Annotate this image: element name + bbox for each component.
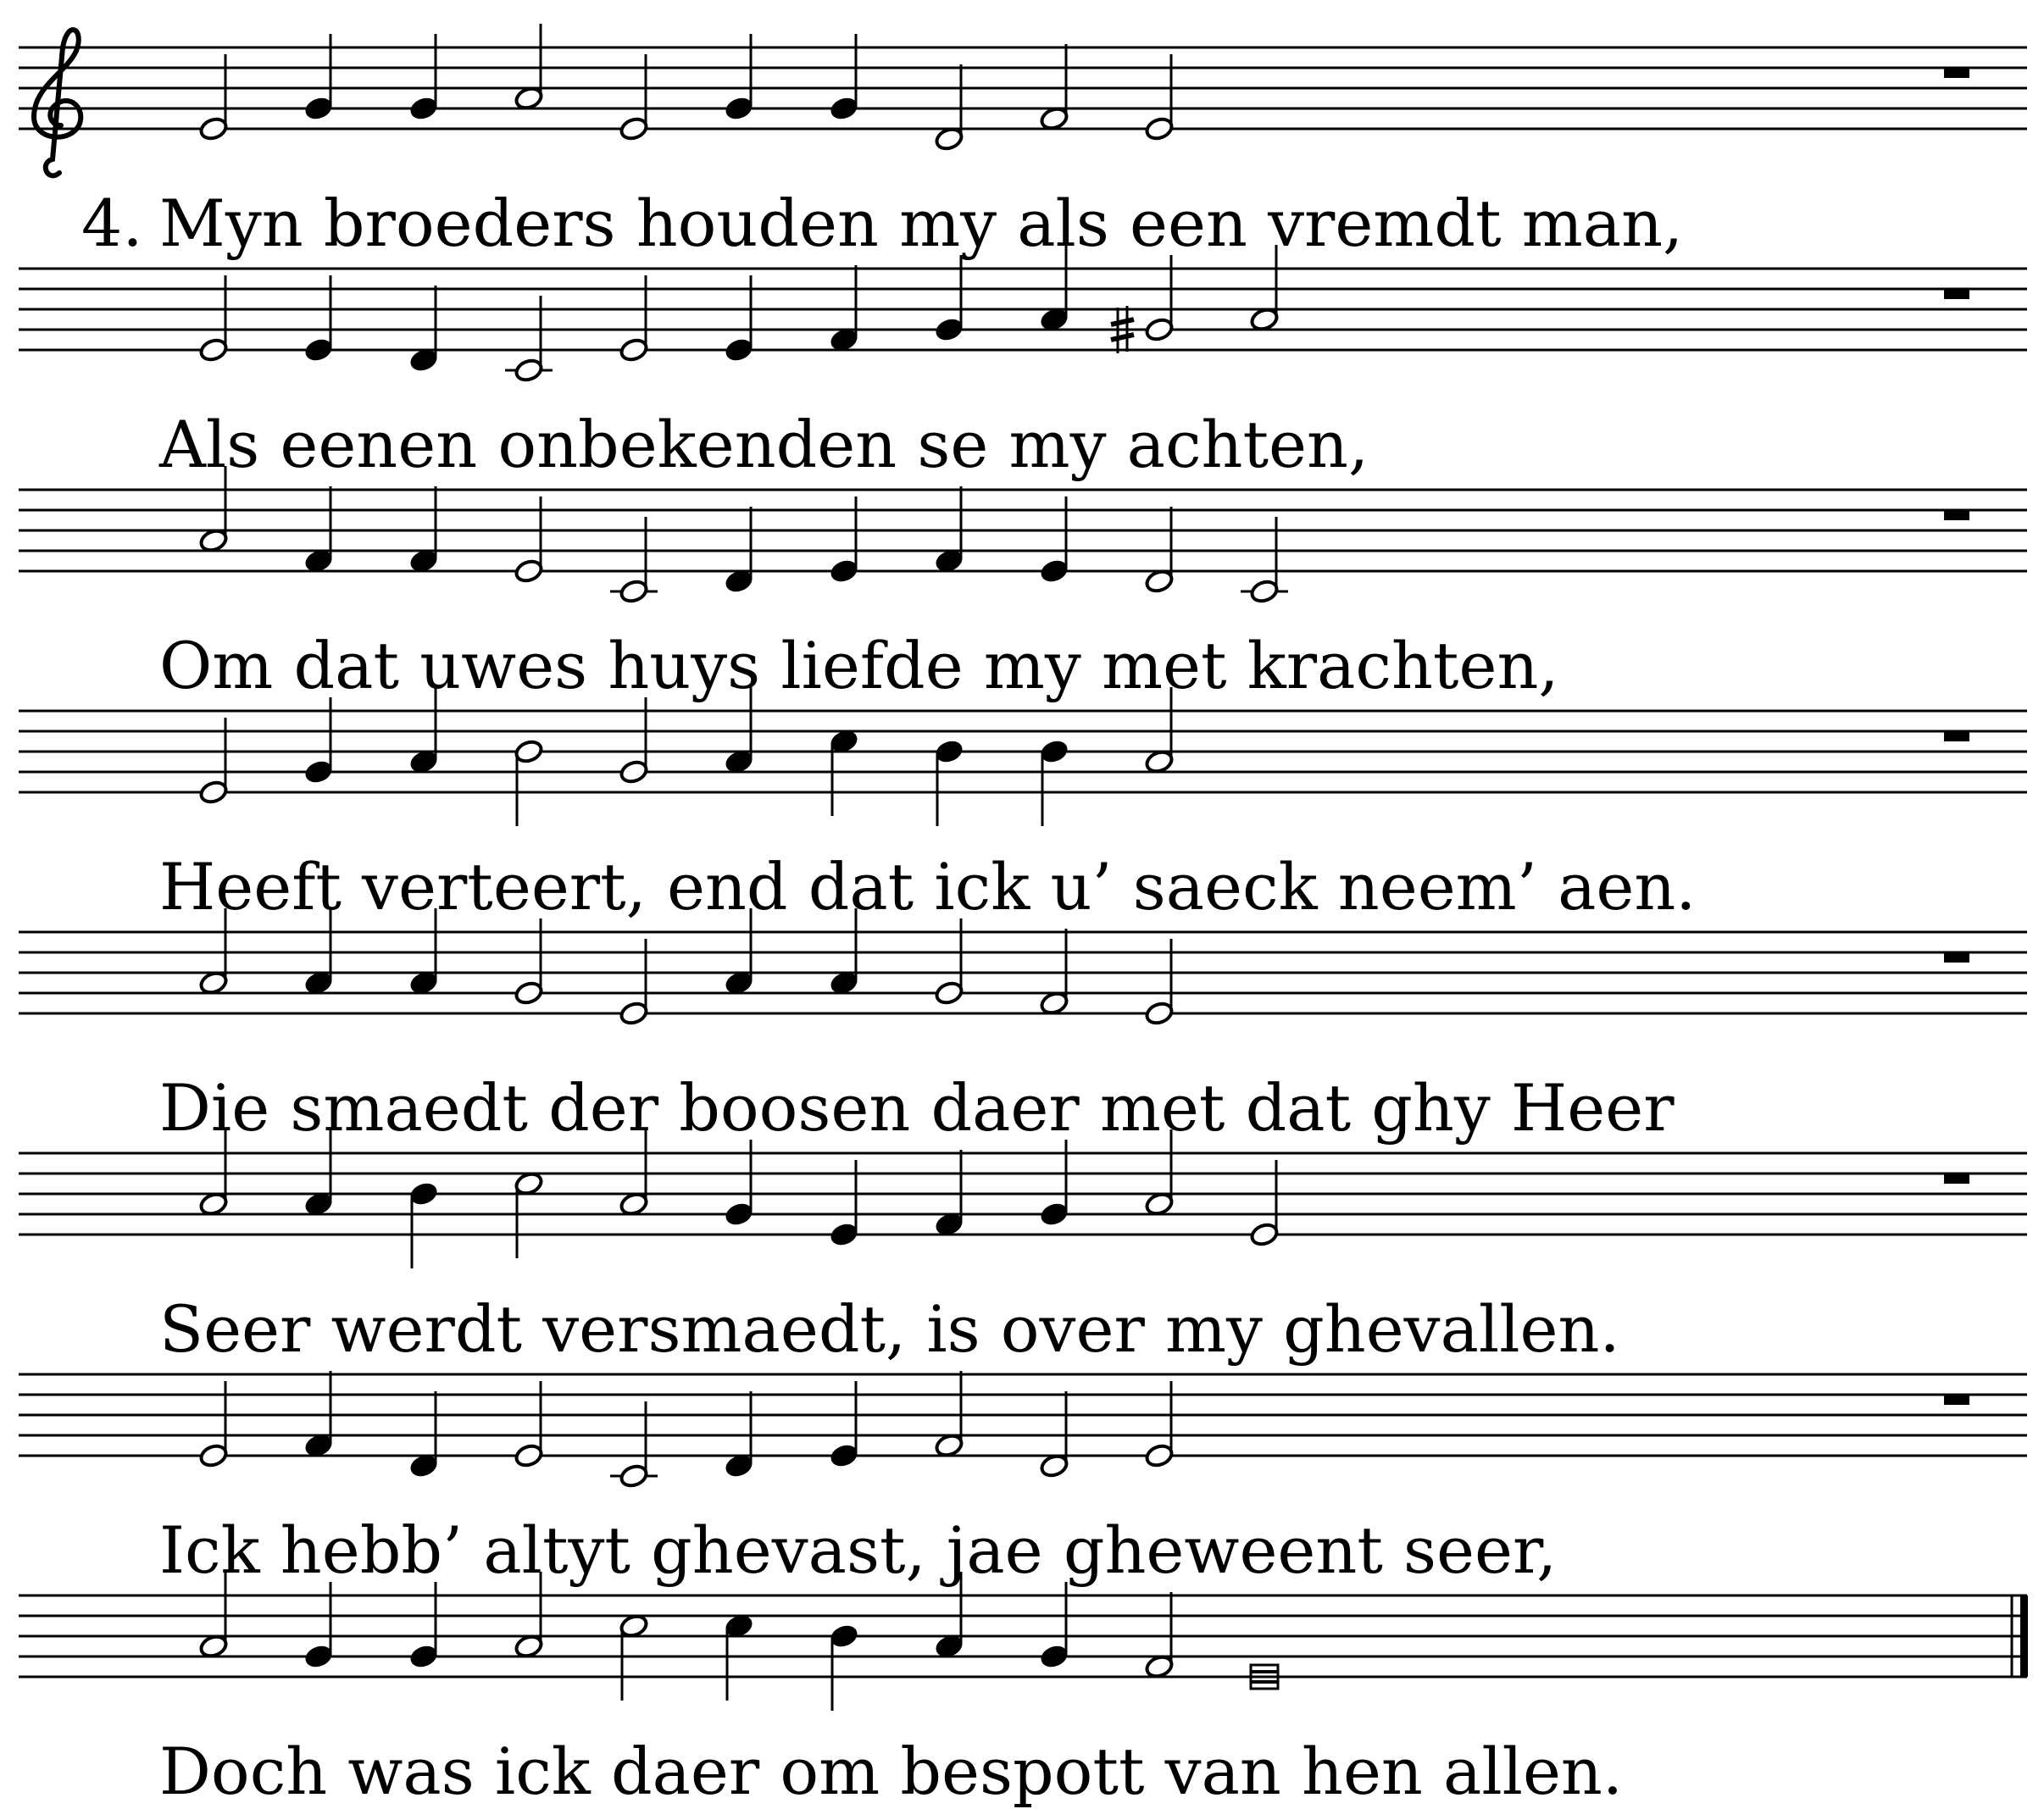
quarter-note	[408, 1181, 439, 1207]
lyric-line: Als eenen onbekenden se my achten,	[159, 407, 1369, 482]
half-note	[514, 558, 544, 585]
quarter-note	[303, 337, 334, 363]
quarter-note	[408, 1644, 439, 1670]
half-note	[198, 1443, 229, 1469]
quarter-note	[408, 96, 439, 122]
quarter-note	[829, 558, 859, 585]
half-rest	[1944, 67, 1969, 78]
half-note	[619, 116, 649, 142]
half-note	[1144, 317, 1175, 343]
quarter-note	[1039, 558, 1069, 585]
lyric-line: Seer werdt versmaedt, is over my ghevallen.	[159, 1291, 1620, 1367]
lyric-line: Heeft verteert, end dat ick u’ saeck neem’ aen.	[159, 849, 1697, 924]
sharp-accidental	[1111, 335, 1134, 340]
half-note	[514, 980, 544, 1007]
half-note	[198, 116, 229, 142]
final-barline	[2020, 1595, 2028, 1677]
half-rest	[1944, 1394, 1969, 1405]
quarter-note	[303, 96, 334, 122]
half-rest	[1944, 509, 1969, 520]
quarter-note	[934, 317, 964, 343]
half-note	[619, 337, 649, 363]
half-note	[619, 1463, 649, 1490]
quarter-note	[829, 1623, 859, 1650]
lyric-line: Die smaedt der boosen daer met dat ghy Heer	[159, 1070, 1675, 1146]
quarter-note	[724, 96, 754, 122]
lyric-line: Ick hebb’ altyt ghevast, jae gheweent seer,	[159, 1512, 1558, 1588]
lyric-line: Om dat uwes huys liefde my met krachten,	[159, 628, 1559, 703]
half-note	[1144, 1001, 1175, 1027]
half-note	[198, 337, 229, 363]
half-note	[1144, 1443, 1175, 1469]
verse-number: 4.	[81, 186, 143, 261]
half-rest	[1944, 288, 1969, 299]
quarter-note	[829, 96, 859, 122]
half-note	[1144, 116, 1175, 142]
half-note	[1249, 579, 1280, 605]
quarter-note	[303, 759, 334, 785]
half-rest	[1944, 952, 1969, 963]
lyric-line: Myn broeders houden my als een vremdt man,	[159, 186, 1684, 261]
quarter-note	[829, 1443, 859, 1469]
quarter-note	[1039, 1201, 1069, 1228]
half-rest	[1944, 1173, 1969, 1184]
half-note	[514, 358, 544, 384]
quarter-note	[724, 337, 754, 363]
half-note	[619, 579, 649, 605]
half-note	[934, 980, 964, 1007]
half-note	[619, 759, 649, 785]
quarter-note	[303, 1644, 334, 1670]
quarter-note	[724, 1201, 754, 1228]
half-note	[1249, 1222, 1280, 1248]
half-note	[514, 739, 544, 765]
treble-clef	[34, 30, 81, 175]
quarter-note	[829, 1222, 859, 1248]
lyric-line: Doch was ick daer om bespott van hen allen.	[159, 1734, 1624, 1809]
half-note	[198, 780, 229, 806]
half-note	[619, 1001, 649, 1027]
quarter-note	[1039, 1644, 1069, 1670]
quarter-note	[1039, 739, 1069, 765]
half-rest	[1944, 730, 1969, 741]
quarter-note	[934, 739, 964, 765]
half-note	[514, 1443, 544, 1469]
sharp-accidental	[1111, 319, 1134, 325]
